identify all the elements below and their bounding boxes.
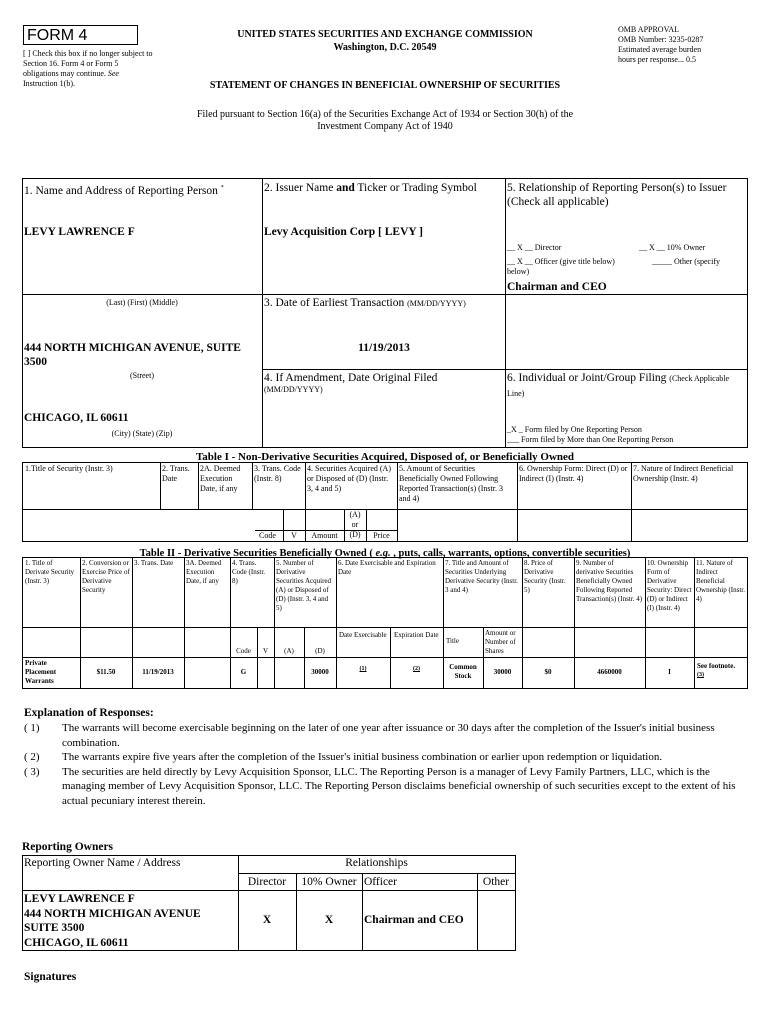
t1-col-amount-owned: 5. Amount of Securities Beneficially Owned Following Reported Transaction(s) (Instr. 3 and 4) [399, 464, 503, 503]
city-state-zip-label: (City) (State) (Zip) [111, 429, 173, 438]
t1-col-acquired-disposed: 4. Securities Acquired (A) or Disposed of (D) (Instr. 3, 4 and 5) [307, 464, 391, 493]
t2-col-title: 1. Title of Derivate Security (Instr. 3) [25, 559, 75, 585]
reporting-person-street: 444 NORTH MICHIGAN AVENUE, SUITE 3500 [24, 342, 241, 368]
reporting-owners-heading: Reporting Owners [22, 841, 114, 853]
box2-label: 2. Issuer Name and Ticker or Trading Symbol [264, 182, 477, 194]
t2-row-expiration-footnote[interactable]: (2) [413, 666, 420, 672]
t1-sub-v: V [291, 531, 297, 540]
t2-col-number-derivative: 5. Number of Derivative Securities Acquired (A) or Disposed of (D) (Instr. 3, 4 and 5) [276, 559, 332, 612]
owners-col-name-address: Reporting Owner Name / Address [24, 857, 181, 869]
statement-title: STATEMENT OF CHANGES IN BENEFICIAL OWNERSHIP OF SECURITIES [209, 80, 561, 91]
table1-title: Table I - Non-Derivative Securities Acquired, Disposed of, or Beneficially Owned [195, 451, 575, 463]
t2-row-title: Common Stock [449, 663, 477, 680]
explanation-item-1: ( 1) The warrants will become exercisable beginning on the later of one year after issuance or 30 days after the completion of the Issuer's initial business combination. [24, 722, 715, 749]
t2-sub-date-exercisable: Date Exercisable [339, 631, 387, 639]
owner-name-address: LEVY LAWRENCE F 444 NORTH MICHIGAN AVENUE SUITE 3500 CHICAGO, IL 60611 [24, 893, 201, 949]
other-checkbox[interactable]: _____ Other (specify below) [507, 257, 720, 276]
omb-approval: OMB APPROVAL OMB Number: 3235-0287 Estimated average burden hours per response... 0.5 [618, 25, 704, 64]
agency-location: Washington, D.C. 20549 [333, 42, 437, 53]
box3-label: 3. Date of Earliest Transaction (MM/DD/YYYY) [264, 297, 466, 309]
form-title-box [23, 25, 138, 45]
reporting-person-city: CHICAGO, IL 60611 [24, 412, 129, 424]
t2-sub-amount-shares: Amount or Number of Shares [485, 629, 516, 655]
explanation-item-3: ( 3) The securities are held directly by Levy Acquisition Sponsor, LLC. The Reporting Person is a manager of Levy Family Partners, LLC, which is the managing member of Levy Acquisition Sponsor, LLC. The Reporting Person disclaims beneficial ownership of such securities except to the extent of his actual pecuniary interest therein. [24, 765, 736, 807]
filed-by-one-person-option[interactable]: _X _ Form filed by One Reporting Person [507, 425, 642, 434]
t2-row-nature-footnote[interactable]: (3) [697, 672, 704, 678]
table2-title: Table II - Derivative Securities Beneficially Owned ( e.g. , puts, calls, warrants, options, convertible securities) [139, 548, 631, 559]
t2-row-a [274, 667, 304, 669]
owner-director-mark: X [262, 914, 272, 926]
t1-col-trans-date: 2. Trans. Date [162, 464, 190, 483]
owners-col-relationships: Relationships [345, 857, 408, 869]
owner-ten-percent-mark: X [324, 914, 334, 926]
t2-col-trans-date: 3. Trans. Date [134, 559, 174, 567]
t2-sub-a: (A) [284, 647, 294, 655]
street-label: (Street) [130, 371, 154, 380]
t2-col-derivative-price: 8. Price of Derivative Security (Instr. 5) [524, 559, 566, 594]
filed-pursuant-text: Filed pursuant to Section 16(a) of the Securities Exchange Act of 1934 or Section 30(h) of the Investment Company Act of 1940 [196, 109, 574, 132]
filed-by-multiple-persons-option[interactable]: ___ Form filed by More than One Reporting Person [507, 435, 674, 444]
t2-sub-d: (D) [315, 647, 325, 655]
t1-col-nature: 7. Nature of Indirect Beneficial Ownership (Instr. 4) [633, 464, 734, 483]
reporting-person-name: LEVY LAWRENCE F [24, 226, 135, 238]
earliest-transaction-date: 11/19/2013 [358, 342, 410, 354]
box5-label: 5. Relationship of Reporting Person(s) to Issuer (Check all applicable) [507, 182, 727, 208]
t2-col-exercisable-expiration: 6. Date Exercisable and Expiration Date [338, 559, 436, 576]
owner-officer-title: Chairman and CEO [364, 914, 464, 926]
name-parts-label: (Last) (First) (Middle) [106, 298, 178, 307]
t1-sub-price: Price [373, 531, 390, 540]
explanation-list [24, 721, 748, 808]
t2-row-d: 30000 [311, 668, 329, 676]
no-longer-subject-checkbox-text[interactable]: [ ] Check this box if no longer subject to Section 16. Form 4 or Form 5 obligations may continue. See Instruction 1(b). [23, 49, 153, 88]
t2-row-nature: See footnote. (3) [695, 661, 747, 681]
t1-sub-amount: Amount [311, 531, 338, 540]
t2-sub-v: V [262, 647, 269, 655]
t2-row-form: I [668, 668, 671, 676]
signatures-heading: Signatures [24, 971, 77, 983]
t2-row-derivative-price: $0 [544, 668, 552, 676]
owners-col-other: Other [482, 876, 510, 888]
officer-checkbox[interactable]: __ X __ Officer (give title below) [507, 257, 615, 266]
t2-row-v [257, 667, 274, 669]
owners-col-director: Director [247, 876, 287, 888]
t2-col-deemed-date: 3A. Deemed Execution Date, if any [186, 559, 222, 585]
box1-label: 1. Name and Address of Reporting Person * [24, 184, 224, 197]
issuer-name-ticker: Levy Acquisition Corp [ LEVY ] [264, 226, 423, 238]
t2-row-code: G [240, 668, 247, 676]
t1-sub-code: Code [259, 531, 276, 540]
owners-col-ten-percent: 10% Owner [301, 876, 357, 888]
box4-date-format: (MM/DD/YYYY) [264, 385, 323, 394]
t2-col-number-owned: 9. Number of derivative Securities Beneficially Owned Following Reported Transaction(s) (Instr. 4) [576, 559, 643, 603]
director-checkbox[interactable]: __ X __ Director [507, 243, 562, 252]
t1-col-deemed-date: 2A. Deemed Execution Date, if any [200, 464, 241, 493]
t2-col-ownership-form: 10. Ownership Form of Derivative Security: Direct (D) or Indirect (I) (Instr. 4) [647, 559, 692, 612]
owners-col-officer: Officer [364, 876, 397, 888]
ten-percent-owner-checkbox[interactable]: __ X __ 10% Owner [639, 243, 706, 252]
form-title: FORM 4 [27, 27, 88, 44]
t2-row-deemed [184, 667, 230, 669]
t2-row-exercisable-footnote[interactable]: (1) [359, 666, 367, 672]
t1-col-ownership-form: 6. Ownership Form: Direct (D) or Indirect (I) (Instr. 4) [519, 464, 628, 483]
t2-row-owned: 4660000 [597, 668, 622, 676]
t2-col-underlying: 7. Title and Amount of Securities Underlying Derivative Security (Instr. 3 and 4) [445, 559, 518, 594]
officer-title: Chairman and CEO [507, 281, 607, 293]
box4-label: 4. If Amendment, Date Original Filed [264, 372, 438, 384]
t2-col-nature: 11. Nature of Indirect Beneficial Ownership (Instr. 4) [696, 559, 745, 603]
agency-name: UNITED STATES SECURITIES AND EXCHANGE COMMISSION [237, 29, 533, 40]
box6-label: 6. Individual or Joint/Group Filing (Check Applicable Line) [507, 372, 730, 398]
t2-row-security: Private Placement Warrants [25, 659, 57, 685]
t2-col-conversion-price: 2. Conversion or Exercise Price of Derivative Security [82, 559, 130, 594]
explanation-item-2: ( 2) The warrants expire five years after the completion of the Issuer's initial business combination or earlier upon redemption or liquidation. [24, 751, 663, 763]
t2-row-date: 11/19/2013 [142, 668, 174, 676]
t2-row-amount: 30000 [493, 668, 512, 676]
t1-col-title: 1.Title of Security (Instr. 3) [25, 464, 113, 473]
t1-col-trans-code: 3. Trans. Code (Instr. 8) [254, 464, 301, 483]
t2-row-price: $11.50 [96, 668, 116, 676]
t1-sub-a-or-d: (A) or (D) [349, 510, 361, 539]
explanation-heading: Explanation of Responses: [24, 707, 154, 719]
t2-sub-expiration-date: Expiration Date [394, 631, 439, 639]
t2-col-trans-code: 4. Trans. Code (Instr. 8) [232, 559, 266, 585]
t2-sub-title: Title [446, 637, 459, 645]
t2-sub-code: Code [236, 647, 251, 655]
